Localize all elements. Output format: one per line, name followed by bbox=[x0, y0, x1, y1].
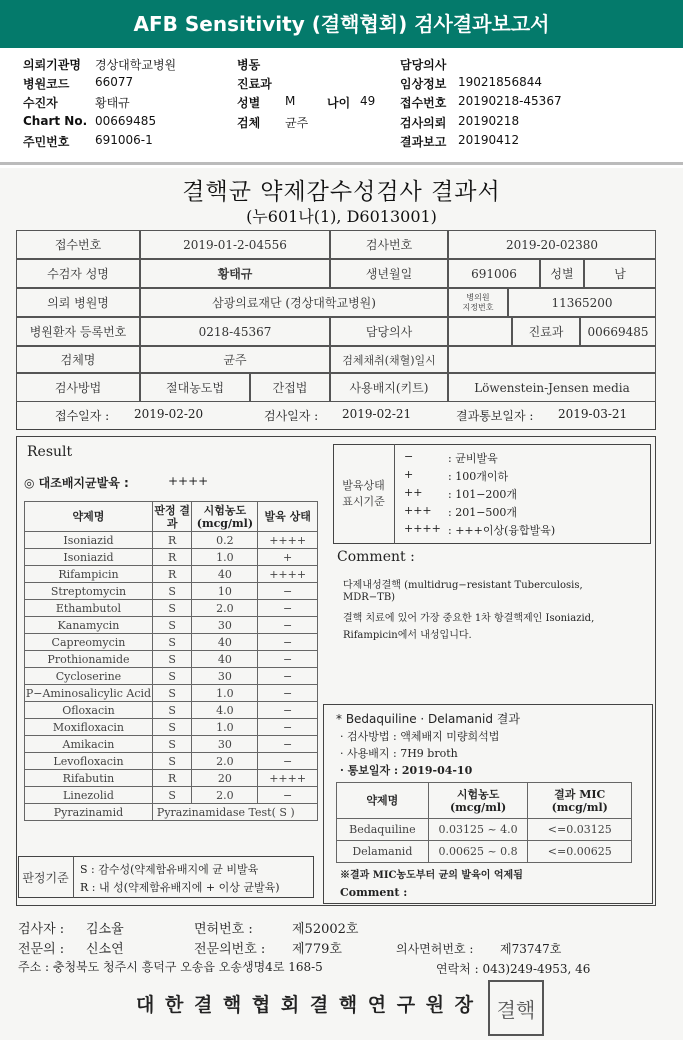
designated-label-1: 병의원 bbox=[466, 292, 490, 302]
cell-concentration: 40 bbox=[192, 566, 258, 583]
cell-concentration: 1.0 bbox=[192, 549, 258, 566]
patient-name-label: 수검자 성명 bbox=[16, 259, 140, 288]
cell-growth: − bbox=[258, 651, 318, 668]
specimen-label-doc: 검체명 bbox=[16, 346, 140, 373]
beda-heading: * Bedaquiline · Delamanid 결과 bbox=[336, 712, 520, 726]
cell-drug: Isoniazid bbox=[25, 549, 153, 566]
table-row bbox=[25, 668, 318, 685]
growth-meaning: : 201−500개 bbox=[448, 506, 518, 519]
control-value: ++++ bbox=[168, 474, 209, 488]
accession-label: 접수번호 bbox=[400, 96, 447, 110]
cell-drug: Streptomycin bbox=[25, 583, 153, 600]
table-row bbox=[25, 583, 318, 600]
hospital-label: 의뢰기관명 bbox=[23, 58, 81, 72]
test-date: 2019-02-21 bbox=[342, 407, 412, 421]
cell-growth: + bbox=[258, 549, 318, 566]
notify-date: 2019-03-21 bbox=[558, 407, 628, 421]
growth-symbol: ++++ bbox=[404, 522, 441, 535]
cell-drug: Rifabutin bbox=[25, 770, 153, 787]
code-label: 병원코드 bbox=[23, 77, 70, 91]
hospital-value: 경상대학교병원 bbox=[95, 58, 177, 72]
cell-growth: − bbox=[258, 685, 318, 702]
examiner-label: 검사자 : bbox=[18, 922, 65, 937]
table-row bbox=[25, 651, 318, 668]
table-row bbox=[25, 702, 318, 719]
cell-concentration: 30 bbox=[192, 617, 258, 634]
clinical-value: 19021856844 bbox=[458, 75, 542, 89]
growth-label bbox=[333, 444, 395, 544]
cell-drug: Amikacin bbox=[25, 736, 153, 753]
contact: 연락처 : 043)249-4953, 46 bbox=[436, 962, 591, 976]
beda-medium: · 사용배지 : 7H9 broth bbox=[340, 747, 458, 760]
beda-row-2-drug: Delamanid bbox=[337, 841, 429, 863]
dept-label: 진료과 bbox=[237, 77, 272, 91]
table-row bbox=[25, 549, 318, 566]
cell-judgement: S bbox=[152, 719, 192, 736]
recv-date-label: 접수일자 : bbox=[55, 409, 110, 423]
table-row bbox=[25, 532, 318, 549]
patient-meta-panel bbox=[0, 48, 683, 163]
referring-hospital: 삼광의료재단 (경상대학교병원) bbox=[140, 288, 448, 317]
cell-drug: Rifampicin bbox=[25, 566, 153, 583]
doctor-license-label: 의사면허번호 : bbox=[396, 942, 474, 956]
clinical-label: 임상정보 bbox=[400, 77, 447, 91]
specialist: 신소연 bbox=[86, 942, 124, 957]
seal-text: 결핵 bbox=[496, 997, 536, 1022]
table-row bbox=[25, 753, 318, 770]
doctor-license: 제73747호 bbox=[500, 942, 562, 956]
beda-note: ※결과 MIC농도부터 균의 발육이 억제됨 bbox=[340, 870, 523, 881]
criteria-r: R : 내 성(약제함유배지에 + 이상 균발육) bbox=[80, 881, 280, 894]
beda-row-1-drug: Bedaquiline bbox=[337, 819, 429, 841]
cell-growth: ++++ bbox=[258, 532, 318, 549]
cell-growth: − bbox=[258, 702, 318, 719]
physician-label: 담당의사 bbox=[330, 317, 448, 346]
table-row bbox=[25, 634, 318, 651]
beda-comment: Comment : bbox=[340, 886, 408, 899]
collect-value bbox=[448, 346, 656, 373]
growth-symbol: ++ bbox=[404, 486, 423, 499]
cell-growth: − bbox=[258, 668, 318, 685]
cell-growth: − bbox=[258, 600, 318, 617]
cell-judgement: S bbox=[152, 736, 192, 753]
cell-drug: Levofloxacin bbox=[25, 753, 153, 770]
table-row bbox=[25, 617, 318, 634]
cell-growth: − bbox=[258, 583, 318, 600]
beda-col-mic: 결과 MIC (mcg/ml) bbox=[528, 783, 632, 819]
cell-drug: Isoniazid bbox=[25, 532, 153, 549]
cell-growth: − bbox=[258, 617, 318, 634]
cell-concentration: 1.0 bbox=[192, 719, 258, 736]
report-date-value: 20190412 bbox=[458, 133, 520, 147]
susceptibility-table bbox=[24, 501, 318, 821]
cell-growth: − bbox=[258, 736, 318, 753]
cell-judgement: S bbox=[152, 668, 192, 685]
test-date-label: 검사일자 : bbox=[264, 409, 319, 423]
notify-date-label: 결과통보일자 : bbox=[456, 409, 534, 423]
beda-row-1-conc: 0.03125 ~ 4.0 bbox=[428, 819, 528, 841]
specialist-no-label: 전문의번호 : bbox=[194, 942, 266, 957]
cell-growth: − bbox=[258, 787, 318, 804]
cell-concentration: 2.0 bbox=[192, 753, 258, 770]
organization-name: 대 한 결 핵 협 회 결 핵 연 구 원 장 bbox=[136, 994, 476, 1016]
meta-divider bbox=[0, 162, 683, 165]
code-value: 66077 bbox=[95, 75, 134, 89]
cell-growth: − bbox=[258, 753, 318, 770]
cell-judgement: S bbox=[152, 685, 192, 702]
reg-no: 0218-45367 bbox=[140, 317, 330, 346]
dept-doc: 00669485 bbox=[580, 317, 656, 346]
sex-doc: 남 bbox=[584, 259, 656, 288]
doctor-label: 담당의사 bbox=[400, 58, 447, 72]
organization-seal bbox=[488, 980, 544, 1036]
cell-concentration: 0.2 bbox=[192, 532, 258, 549]
comment-line-2: MDR−TB) bbox=[343, 592, 396, 603]
col-judgement: 판정 결과 bbox=[154, 503, 191, 530]
cell-drug: Ofloxacin bbox=[25, 702, 153, 719]
cell-drug: Kanamycin bbox=[25, 617, 153, 634]
rrn-value: 691006-1 bbox=[95, 133, 153, 147]
growth-label-1: 발육상태 bbox=[342, 479, 385, 492]
examiner: 김소율 bbox=[86, 922, 124, 937]
dept-label-doc: 진료과 bbox=[512, 317, 580, 346]
test-no-label: 검사번호 bbox=[330, 230, 448, 259]
cell-growth: − bbox=[258, 634, 318, 651]
comment-heading: Comment : bbox=[337, 549, 415, 565]
method-1: 절대농도법 bbox=[140, 373, 250, 402]
table-row bbox=[25, 566, 318, 583]
criteria-s: S : 감수성(약제함유배지에 균 비발육 bbox=[80, 863, 259, 876]
growth-symbol: + bbox=[404, 468, 414, 481]
cell-concentration: 1.0 bbox=[192, 685, 258, 702]
beda-col-drug: 약제명 bbox=[337, 783, 429, 819]
cell-concentration: 40 bbox=[192, 651, 258, 668]
scanned-report bbox=[0, 168, 683, 1040]
beda-row-2-conc: 0.00625 ~ 0.8 bbox=[428, 841, 528, 863]
designated-no: 11365200 bbox=[508, 288, 656, 317]
sex-value: M bbox=[285, 94, 296, 108]
col-drug: 약제명 bbox=[25, 502, 153, 532]
cell-concentration: 20 bbox=[192, 770, 258, 787]
sex-label-doc: 성별 bbox=[540, 259, 584, 288]
accession-value: 20190218-45367 bbox=[458, 94, 562, 108]
physician bbox=[448, 317, 512, 346]
comment-line-1: 다제내성결핵 (multidrug−resistant Tuberculosis, bbox=[343, 580, 583, 591]
collector-label: 수진자 bbox=[23, 96, 58, 110]
reg-label: 병원환자 등록번호 bbox=[16, 317, 140, 346]
report-title-bar bbox=[0, 0, 683, 48]
cell-drug: Capreomycin bbox=[25, 634, 153, 651]
cell-growth: − bbox=[258, 719, 318, 736]
table-row bbox=[25, 719, 318, 736]
request-label: 검사의뢰 bbox=[400, 116, 447, 130]
cell-concentration: 30 bbox=[192, 736, 258, 753]
designated-label-2: 지정번호 bbox=[462, 302, 494, 312]
cell-drug: Moxifloxacin bbox=[25, 719, 153, 736]
cell-judgement: R bbox=[152, 566, 192, 583]
method-2: 간접법 bbox=[250, 373, 330, 402]
cell-growth: ++++ bbox=[258, 770, 318, 787]
result-heading: Result bbox=[27, 444, 73, 460]
cell-judgement: S bbox=[152, 702, 192, 719]
cell-concentration: 2.0 bbox=[192, 787, 258, 804]
cell-judgement: S bbox=[152, 617, 192, 634]
age-label: 나이 bbox=[327, 96, 351, 110]
doc-title: 결핵균 약제감수성검사 결과서 bbox=[182, 179, 501, 205]
growth-label-2: 표시기준 bbox=[342, 495, 385, 508]
request-value: 20190218 bbox=[458, 114, 520, 128]
recv-date: 2019-02-20 bbox=[134, 407, 204, 421]
address: 주소 : 충청북도 청주시 흥덕구 오송읍 오송생명4로 168-5 bbox=[18, 960, 323, 974]
specimen-value: 균주 bbox=[285, 116, 309, 130]
col-growth: 발육 상태 bbox=[258, 502, 318, 532]
beda-row-1-mic: <=0.03125 bbox=[528, 819, 632, 841]
cell-concentration: 30 bbox=[192, 668, 258, 685]
comment-line-4: Rifampicin에서 내성입니다. bbox=[343, 630, 472, 641]
cell-concentration: 2.0 bbox=[192, 600, 258, 617]
cell-growth: ++++ bbox=[258, 566, 318, 583]
doc-subtitle: (누601나(1), D6013001) bbox=[246, 207, 437, 226]
col-concentration: 시험농도 (mcg/ml) bbox=[192, 502, 258, 532]
receipt-no: 2019-01-2-04556 bbox=[140, 230, 330, 259]
cell-concentration: 4.0 bbox=[192, 702, 258, 719]
cell-judgement: R bbox=[152, 770, 192, 787]
patient-name: 황태규 bbox=[140, 259, 330, 288]
cell-drug: Ethambutol bbox=[25, 600, 153, 617]
table-row bbox=[25, 685, 318, 702]
specimen-doc: 균주 bbox=[140, 346, 330, 373]
specialist-no: 제779호 bbox=[292, 942, 342, 957]
test-no: 2019-20-02380 bbox=[448, 230, 656, 259]
report-title: AFB Sensitivity (결핵협회) 검사결과보고서 bbox=[133, 12, 550, 36]
cell-judgement: S bbox=[152, 787, 192, 804]
comment-line-3: 결핵 치료에 있어 가장 중요한 1차 항결핵제인 Isoniazid, bbox=[343, 613, 595, 624]
license-label: 면허번호 : bbox=[194, 922, 253, 937]
specialist-label: 전문의 : bbox=[18, 942, 65, 957]
specimen-label: 검체 bbox=[237, 116, 261, 130]
beda-notify: · 통보일자 : 2019-04-10 bbox=[340, 764, 473, 777]
cell-judgement: R bbox=[152, 532, 192, 549]
growth-meaning: : +++이상(융합발육) bbox=[448, 524, 556, 537]
cell-concentration: 10 bbox=[192, 583, 258, 600]
chart-value: 00669485 bbox=[95, 114, 157, 128]
medium-label: 사용배지(키트) bbox=[330, 373, 448, 402]
table-row bbox=[25, 736, 318, 753]
cell-drug: P−Aminosalicylic Acid bbox=[25, 686, 152, 700]
method-label: 검사방법 bbox=[16, 373, 140, 402]
table-row bbox=[25, 787, 318, 804]
cell-drug: Cycloserine bbox=[25, 668, 153, 685]
table-row bbox=[25, 770, 318, 787]
pza-value: Pyrazinamidase Test( S ) bbox=[152, 804, 317, 821]
beda-method: · 검사방법 : 액체배지 미량희석법 bbox=[340, 730, 500, 743]
ward-label: 병동 bbox=[237, 58, 261, 72]
growth-meaning: : 균비발육 bbox=[448, 452, 498, 465]
cell-judgement: S bbox=[152, 583, 192, 600]
cell-judgement: S bbox=[152, 600, 192, 617]
license: 제52002호 bbox=[292, 922, 359, 937]
cell-concentration: 40 bbox=[192, 634, 258, 651]
cell-judgement: S bbox=[152, 651, 192, 668]
beda-col-conc: 시험농도 (mcg/ml) bbox=[428, 783, 528, 819]
designated-label bbox=[448, 288, 508, 317]
rrn-label: 주민번호 bbox=[23, 135, 70, 149]
dob: 691006 bbox=[448, 259, 540, 288]
beda-row-2-mic: <=0.00625 bbox=[528, 841, 632, 863]
beda-table bbox=[336, 782, 632, 863]
report-date-label: 결과보고 bbox=[400, 135, 447, 149]
criteria-label: 판정기준 bbox=[18, 856, 74, 898]
table-row bbox=[25, 600, 318, 617]
cell-drug: Linezolid bbox=[25, 787, 153, 804]
growth-symbol: +++ bbox=[404, 504, 432, 517]
cell-judgement: R bbox=[152, 549, 192, 566]
collector-value: 황태규 bbox=[95, 96, 130, 110]
control-label: ◎ 대조배지균발육 : bbox=[24, 476, 129, 490]
collect-label: 검체채취(채혈)일시 bbox=[330, 346, 448, 373]
dob-label: 생년월일 bbox=[330, 259, 448, 288]
growth-symbol: − bbox=[404, 450, 414, 463]
cell-judgement: S bbox=[152, 634, 192, 651]
chart-label: Chart No. bbox=[23, 114, 88, 128]
cell-drug: Prothionamide bbox=[25, 651, 153, 668]
growth-meaning: : 100개이하 bbox=[448, 470, 509, 483]
age-value: 49 bbox=[360, 94, 376, 108]
cell-judgement: S bbox=[152, 753, 192, 770]
referring-label: 의뢰 병원명 bbox=[16, 288, 140, 317]
receipt-no-label: 접수번호 bbox=[16, 230, 140, 259]
pza-name: Pyrazinamid bbox=[25, 804, 153, 821]
medium: Löwenstein-Jensen media bbox=[448, 373, 656, 402]
sex-label: 성별 bbox=[237, 96, 261, 110]
growth-meaning: : 101−200개 bbox=[448, 488, 518, 501]
